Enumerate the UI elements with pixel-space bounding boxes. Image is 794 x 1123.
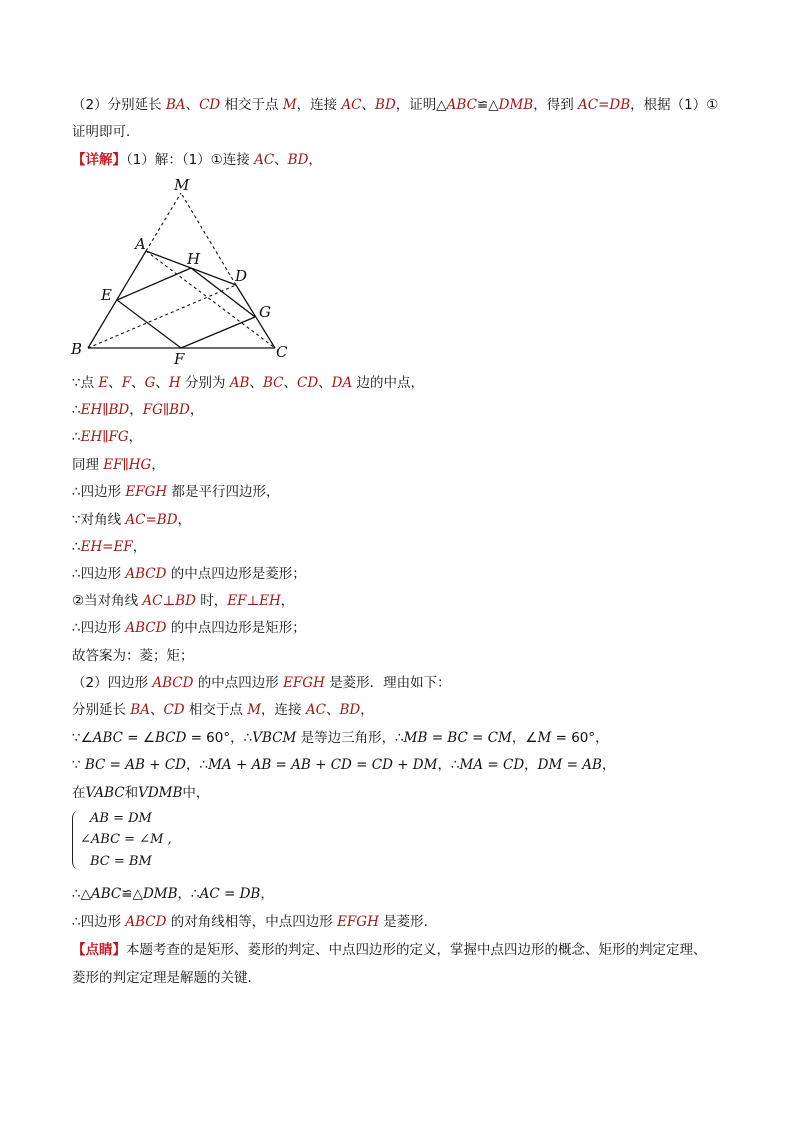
solution-heading: 【详解】（1）解：（1）①连接 AC、BD， <box>72 152 322 168</box>
step-line-1: ∵点 E、F、G、H 分别为 AB、BC、CD、DA 边的中点， <box>72 375 425 391</box>
step-line-9: ②当对角线 AC⊥BD 时，EF⊥EH， <box>72 593 295 609</box>
extension-dm <box>181 193 236 285</box>
step-line-4: 同理 EF∥HG， <box>72 457 165 473</box>
label-a: A <box>135 235 146 253</box>
label-h: H <box>187 250 201 268</box>
step-line-6: ∵对角线 AC=BD， <box>72 512 192 528</box>
extension-am <box>146 193 181 251</box>
label-c: C <box>276 343 288 361</box>
final-conclusion: ∴四边形 ABCD 的对角线相等，中点四边形 EFGH 是菱形． <box>72 914 438 930</box>
step-line-8: ∴四边形 ABCD 的中点四边形是菱形； <box>72 566 306 582</box>
segment-gf <box>181 317 255 348</box>
step-line-2: ∴EH∥BD，FG∥BD， <box>72 402 204 418</box>
segment-eh <box>117 268 191 300</box>
comment-line-2: 菱形的判定定理是解题的关键． <box>72 970 261 986</box>
part2-construction: 分别延长 BA、CD 相交于点 M，连接 AC、BD， <box>72 702 374 718</box>
label-d: D <box>235 267 248 285</box>
diagonal-ac <box>146 251 275 348</box>
step-line-7: ∴EH=EF， <box>72 539 147 555</box>
part2-triangles: 在VABC和VDMB中， <box>72 785 210 801</box>
comment-line-1: 【点睛】本题考查的是矩形、菱形的判定、中点四边形的定义，掌握中点四边形的概念、矩形的判定定理、 <box>72 942 707 958</box>
step-line-10: ∴四边形 ABCD 的中点四边形是矩形； <box>72 620 306 636</box>
congruence-conclusion: ∴△ABC≌△DMB，∴AC = DB， <box>72 886 274 902</box>
label-m: M <box>174 176 190 194</box>
part2-equilateral: ∵∠ABC = ∠BCD = 60°，∴VBCM 是等边三角形，∴MB = BC = CM，∠M = 60°， <box>72 730 609 746</box>
system-row-1: AB = DM <box>90 811 152 826</box>
system-row-2: ∠ABC = ∠M , <box>80 832 172 847</box>
label-f: F <box>174 350 185 368</box>
answer-line: 故答案为：菱；矩； <box>72 648 194 664</box>
system-row-3: BC = BM <box>90 854 152 869</box>
step-line-5: ∴四边形 EFGH 都是平行四边形， <box>72 484 280 500</box>
quadrilateral-figure <box>60 170 300 370</box>
label-g: G <box>259 303 271 321</box>
part2-statement: （2）四边形 ABCD 的中点四边形 EFGH 是菱形．理由如下： <box>72 675 451 691</box>
part2-lengths: ∵ BC = AB + CD，∴MA + AB = AB + CD = CD + DM，∴MA = CD，DM = AB， <box>72 757 616 773</box>
analysis-part2-line2: 证明即可． <box>72 124 140 140</box>
label-e: E <box>101 286 112 304</box>
segment-fe <box>117 300 181 348</box>
analysis-part2-line1: （2）分别延长 BA、CD 相交于点 M，连接 AC、BD，证明△ABC≌△DMB，得到 AC=DB，根据（1）① <box>72 97 719 113</box>
label-b: B <box>71 340 83 358</box>
step-line-3: ∴EH∥FG， <box>72 429 143 445</box>
